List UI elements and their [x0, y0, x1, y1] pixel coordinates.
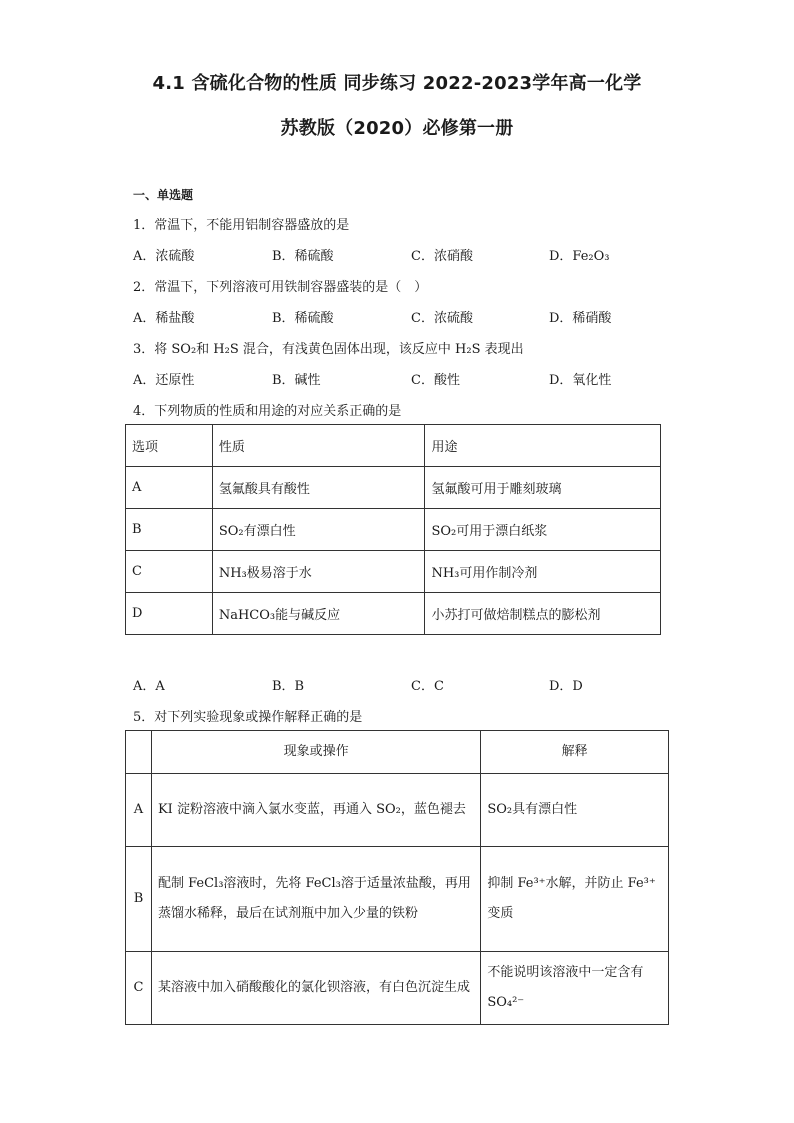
- table-cell: NH₃可用作制冷剂: [425, 551, 661, 593]
- question-5-stem: 5．对下列实验现象或操作解释正确的是: [133, 710, 363, 725]
- table-cell: 小苏打可做焙制糕点的膨松剂: [425, 593, 661, 635]
- question-2-options: [133, 307, 693, 325]
- q1-option-b[interactable]: B．稀硫酸: [272, 249, 334, 264]
- q2-option-d[interactable]: D．稀硝酸: [549, 311, 612, 326]
- question-1-options: [133, 245, 693, 263]
- table-cell: 某溶液中加入硝酸酸化的氯化钡溶液，有白色沉淀生成: [151, 952, 480, 1025]
- table-header-cell: 选项: [126, 425, 213, 467]
- table-cell: D: [126, 593, 213, 635]
- table-header-cell: 性质: [212, 425, 425, 467]
- q3-option-c[interactable]: C．酸性: [411, 373, 460, 388]
- question-3-stem: 3．将 SO₂和 H₂S 混合，有浅黄色固体出现，该反应中 H₂S 表现出: [133, 342, 524, 357]
- table-header-cell: 现象或操作: [151, 731, 480, 774]
- table-cell: B: [126, 509, 213, 551]
- table-cell: NH₃极易溶于水: [212, 551, 425, 593]
- q4-option-a[interactable]: A．A: [133, 679, 165, 694]
- q3-option-b[interactable]: B．碱性: [272, 373, 321, 388]
- table-cell: 氢氟酸可用于雕刻玻璃: [425, 467, 661, 509]
- question-3-options: [133, 369, 693, 387]
- document-title-line2: 苏教版（2020）必修第一册: [280, 118, 514, 139]
- table-row: [126, 774, 669, 847]
- table-cell: A: [126, 774, 152, 847]
- table-row: [126, 467, 661, 509]
- table-cell: 氢氟酸具有酸性: [212, 467, 425, 509]
- question-2-stem: 2．常温下，下列溶液可用铁制容器盛装的是（ ）: [133, 280, 428, 295]
- question-5-table: [125, 730, 669, 1025]
- q4-option-c[interactable]: C．C: [411, 679, 444, 694]
- q1-option-d[interactable]: D．Fe₂O₃: [549, 249, 610, 264]
- table-header-cell: [126, 731, 152, 774]
- q4-option-b[interactable]: B．B: [272, 679, 305, 694]
- table-cell: KI 淀粉溶液中滴入氯水变蓝，再通入 SO₂，蓝色褪去: [151, 774, 480, 847]
- section-heading: 一、单选题: [133, 188, 194, 202]
- table-cell: 不能说明该溶液中一定含有 SO₄²⁻: [481, 952, 669, 1025]
- table-header-row: [126, 425, 661, 467]
- question-1-stem: 1．常温下，不能用铝制容器盛放的是: [133, 218, 350, 233]
- q2-option-a[interactable]: A．稀盐酸: [133, 311, 195, 326]
- table-cell: NaHCO₃能与碱反应: [212, 593, 425, 635]
- question-4-stem: 4．下列物质的性质和用途的对应关系正确的是: [133, 404, 402, 419]
- table-cell: 抑制 Fe³⁺水解，并防止 Fe³⁺变质: [481, 847, 669, 952]
- q2-option-c[interactable]: C．浓硫酸: [411, 311, 473, 326]
- question-4-options: [133, 675, 693, 693]
- document-title-line1: 4.1 含硫化合物的性质 同步练习 2022-2023学年高一化学: [152, 73, 642, 94]
- table-cell: 配制 FeCl₃溶液时，先将 FeCl₃溶于适量浓盐酸，再用 蒸馏水稀释，最后在试剂瓶中加入少量的铁粉: [151, 847, 480, 952]
- q3-option-d[interactable]: D．氧化性: [549, 373, 612, 388]
- table-row: [126, 847, 669, 952]
- table-cell: SO₂可用于漂白纸浆: [425, 509, 661, 551]
- question-4-table: [125, 424, 661, 635]
- table-row: [126, 551, 661, 593]
- table-header-row: [126, 731, 669, 774]
- table-cell: A: [126, 467, 213, 509]
- table-row: [126, 952, 669, 1025]
- table-row: [126, 593, 661, 635]
- q1-option-c[interactable]: C．浓硝酸: [411, 249, 473, 264]
- table-cell: SO₂有漂白性: [212, 509, 425, 551]
- table-row: [126, 509, 661, 551]
- q2-option-b[interactable]: B．稀硫酸: [272, 311, 334, 326]
- table-header-cell: 解释: [481, 731, 669, 774]
- table-cell: C: [126, 952, 152, 1025]
- table-cell: C: [126, 551, 213, 593]
- q3-option-a[interactable]: A．还原性: [133, 373, 195, 388]
- q1-option-a[interactable]: A．浓硫酸: [133, 249, 195, 264]
- table-header-cell: 用途: [425, 425, 661, 467]
- q4-option-d[interactable]: D．D: [549, 679, 583, 694]
- table-cell: B: [126, 847, 152, 952]
- table-cell: SO₂具有漂白性: [481, 774, 669, 847]
